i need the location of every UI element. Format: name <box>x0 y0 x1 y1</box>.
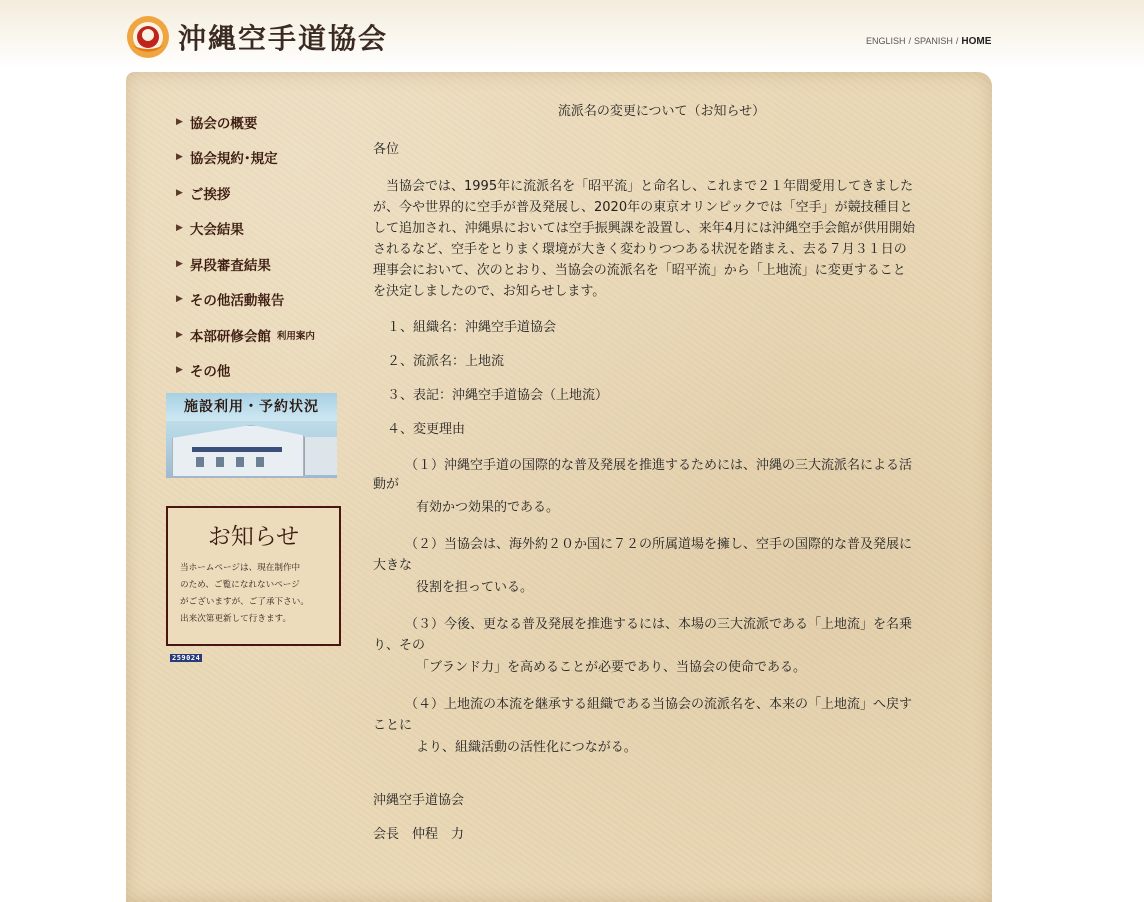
sidebar-item-label: 協会の概要 <box>189 115 258 132</box>
language-nav <box>866 36 991 47</box>
notice-body: 当ホームページは、現在制作中 のため、ご覧になれないページ がございますが、ご了承下さい。 出来次第更新して行きます。 <box>180 563 309 624</box>
triangle-right-icon: ▶ <box>176 152 183 163</box>
reason-line: （２）当協会は、海外約２０か国に７２の所属道場を擁し、空手の国際的な普及発展に <box>405 537 913 552</box>
intro-line: が、今や世界的に空手が普及発展し、2020年の東京オリンピックでは「空手」が競技種目と <box>373 200 913 215</box>
lang-separator: / <box>908 36 912 46</box>
sidebar-item-other-activities[interactable] <box>176 282 356 318</box>
reason-line: 「ブランド力」を高めることが必要であり、当協会の使命である。 <box>416 660 807 675</box>
reason-line: （１）沖縄空手道の国際的な普及発展を推進するためには、沖縄の三大流派名による活 <box>405 458 913 473</box>
facility-banner-title: 施設利用・予約状況 <box>166 393 337 421</box>
sidebar-item-bylaws[interactable] <box>176 140 356 176</box>
sidebar-item-label: その他 <box>189 364 231 381</box>
lang-separator: / <box>955 36 959 46</box>
building-window <box>196 457 204 467</box>
sidebar-item-label: 本部研修会館 <box>189 328 271 345</box>
intro-line: 理事会において、次のとおり、当協会の流派名を「昭平流」から「上地流」に変更すること <box>373 263 906 278</box>
sidebar-item-label: 協会規約･規定 <box>189 151 278 168</box>
list-item: ２、流派名：上地流 <box>387 354 505 369</box>
triangle-right-icon: ▶ <box>176 294 183 305</box>
sidebar-item-label: その他活動報告 <box>189 293 285 310</box>
facility-reservation-banner[interactable] <box>166 393 337 478</box>
english-link[interactable]: ENGLISH <box>866 36 906 46</box>
sidebar-item-other[interactable] <box>176 353 356 389</box>
triangle-right-icon: ▶ <box>176 329 183 340</box>
sidebar-item-label: ご挨拶 <box>189 186 231 203</box>
triangle-right-icon: ▶ <box>176 223 183 234</box>
home-link[interactable]: HOME <box>961 36 992 47</box>
list-item: １、組織名：沖縄空手道協会 <box>387 320 557 335</box>
site-title: 沖縄空手道協会 <box>178 22 389 55</box>
intro-line: して追加され、沖縄県においては空手振興課を設置し、来年4月には沖縄空手会館が供用開始 <box>373 221 916 236</box>
reason-line: り、その <box>373 638 426 653</box>
reason-line: （３）今後、更なる普及発展を推進するには、本場の三大流派である「上地流」を名乗 <box>405 617 913 632</box>
sidebar-item-training-hall[interactable] <box>176 317 356 353</box>
intro-line: されるなど、空手をとりまく環境が大きく変わりつつある状況を踏まえ、去る７月３１日の <box>373 242 907 257</box>
sidebar-item-greeting[interactable] <box>176 175 356 211</box>
triangle-right-icon: ▶ <box>176 116 183 127</box>
site-logo[interactable] <box>126 14 388 60</box>
salutation: 各位 <box>373 142 400 157</box>
sidebar-nav <box>176 104 356 388</box>
notice-title: お知らせ <box>207 524 300 550</box>
sidebar-item-promotion-results[interactable] <box>176 246 356 282</box>
reason-line: ことに <box>373 718 413 733</box>
building-window <box>236 457 244 467</box>
sidebar-item-overview[interactable] <box>176 104 356 140</box>
association-emblem-icon <box>126 15 170 59</box>
reason-line: 有効かつ効果的である。 <box>416 500 560 515</box>
reason-line: 大きな <box>373 558 413 573</box>
notice-box <box>166 506 341 646</box>
building-annex <box>304 437 337 475</box>
building-window <box>256 457 264 467</box>
reason-line: 動が <box>373 477 400 492</box>
triangle-right-icon: ▶ <box>176 258 183 269</box>
signature-org: 沖縄空手道協会 <box>373 793 465 808</box>
list-item: ３、表記：沖縄空手道協会（上地流） <box>387 388 609 403</box>
signature-name: 会長 仲程 力 <box>373 827 465 842</box>
building-sign <box>192 447 282 452</box>
sidebar-item-tournament-results[interactable] <box>176 211 356 247</box>
triangle-right-icon: ▶ <box>176 365 183 376</box>
reason-line: 役割を担っている。 <box>416 580 534 595</box>
article-title: 流派名の変更について（お知らせ） <box>557 104 766 119</box>
triangle-right-icon: ▶ <box>176 187 183 198</box>
list-item: ４、変更理由 <box>387 422 466 437</box>
reason-line: より、組織活動の活性化につながる。 <box>416 740 637 755</box>
visitor-counter: 259024 <box>172 654 201 662</box>
intro-line: 当協会では、1995年に流派名を「昭平流」と命名し、これまで２１年間愛用してきました <box>373 179 914 194</box>
sidebar-item-sublabel: 利用案内 <box>276 330 315 342</box>
intro-line: を決定しましたので、お知らせします。 <box>373 284 606 299</box>
reason-line: （４）上地流の本流を継承する組織である当協会の流派名を、本来の「上地流」へ戻す <box>405 697 913 712</box>
sidebar-item-label: 大会結果 <box>189 222 244 239</box>
sidebar-item-label: 昇段審査結果 <box>189 257 271 274</box>
building-window <box>216 457 224 467</box>
spanish-link[interactable]: SPANISH <box>914 36 953 46</box>
